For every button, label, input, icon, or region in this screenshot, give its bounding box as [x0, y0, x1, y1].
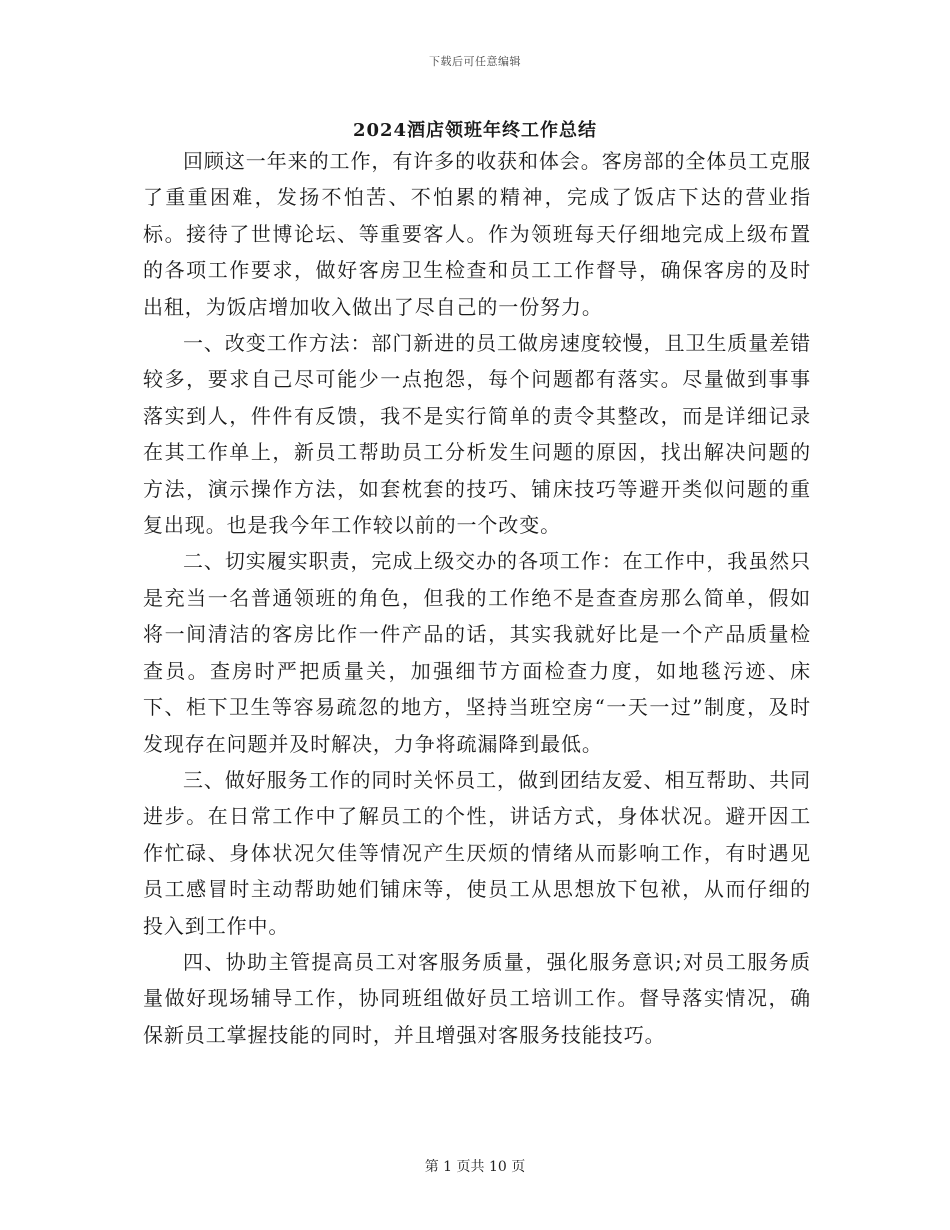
document-body	[143, 143, 811, 1053]
paragraph-four: 四、协助主管提高员工对客服务质量，强化服务意识;对员工服务质量做好现场辅导工作，协同班组做好员工培训工作。督导落实情况，确保新员工掌握技能的同时，并且增强对客服务技能技巧。	[143, 949, 811, 1047]
paragraph-two: 二、切实履实职责，完成上级交办的各项工作：在工作中，我虽然只是充当一名普通领班的角色，但我的工作绝不是查查房那么简单，假如将一间清洁的客房比作一件产品的话，其实我就好比是一个产品质量检查员。查房时严把质量关，加强细节方面检查力度，如地毯污迹、床下、柜下卫生等容易疏忽的地方，坚持当班空房“一天一过”制度，及时发现存在问题并及时解决，力争将疏漏降到最低。	[143, 549, 811, 756]
paragraph-intro: 回顾这一年来的工作，有许多的收获和体会。客房部的全体员工克服了重重困难，发扬不怕苦、不怕累的精神，完成了饭店下达的营业指标。接待了世博论坛、等重要客人。作为领班每天仔细地完成上级布置的各项工作要求，做好客房卫生检查和员工工作督导，确保客房的及时出租，为饭店增加收入做出了尽自己的一份努力。	[143, 149, 811, 319]
page-number: 第 1 页共 10 页	[424, 1159, 526, 1175]
paragraph-three: 三、做好服务工作的同时关怀员工，做到团结友爱、相互帮助、共同进步。在日常工作中了解员工的个性，讲话方式，身体状况。避开因工作忙碌、身体状况欠佳等情况产生厌烦的情绪从而影响工作，有时遇见员工感冒时主动帮助她们铺床等，使员工从思想放下包袱，从而仔细的投入到工作中。	[143, 767, 811, 938]
paragraph-one: 一、改变工作方法：部门新进的员工做房速度较慢，且卫生质量差错较多，要求自己尽可能少一点抱怨，每个问题都有落实。尽量做到事事落实到人，件件有反馈，我不是实行简单的责令其整改，而是详细记录在其工作单上，新员工帮助员工分析发生问题的原因，找出解决问题的方法，演示操作方法，如套枕套的技巧、铺床技巧等避开类似问题的重复出现。也是我今年工作较以前的一个改变。	[143, 331, 811, 538]
header-note: 下载后可任意编辑	[429, 55, 521, 68]
document-title: 2024酒店领班年终工作总结	[352, 120, 598, 141]
